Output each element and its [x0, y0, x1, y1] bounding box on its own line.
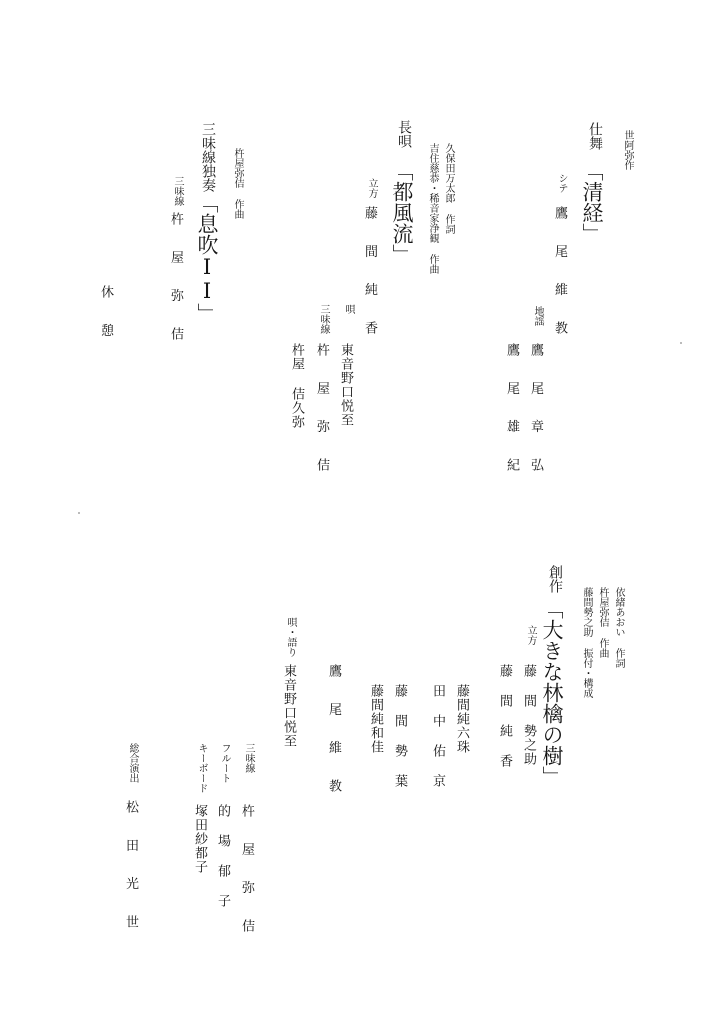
ibuki-composer: 杵屋弥佶 作曲	[232, 148, 243, 219]
miyako-shamisen-name-1: 杵 屋 弥 佶	[314, 343, 329, 477]
ringo-uta-name: 東音野口悦至	[281, 664, 296, 749]
ringo-keyboard-role: キーボード	[196, 743, 207, 793]
ibuki-title: 「息吹II」	[195, 192, 219, 324]
miyako-category: 長唄	[396, 120, 412, 148]
miyako-uta-name: 東音野口悦至	[338, 343, 353, 428]
seigen-shite-role: シテ	[556, 173, 567, 193]
ringo-dancer-1: 藤 間 勢之助	[521, 664, 536, 767]
ringo-dancer-5: 藤 間 勢 葉	[392, 684, 407, 789]
ringo-dancer-6: 藤間純和佳	[368, 684, 383, 755]
ringo-dancer-7: 鷹 尾 維 教	[326, 664, 341, 798]
miyako-tachikata-name: 藤 間 純 香	[362, 206, 377, 340]
director-role: 総合演出	[127, 743, 138, 783]
scan-speck	[78, 512, 80, 514]
ringo-dancer-2: 藤 間 純 香	[497, 664, 512, 769]
miyako-lyricist: 久保田万太郎 作詞	[443, 143, 454, 234]
ringo-flute-name: 的 場 郁 子	[215, 804, 230, 909]
miyako-shamisen-name-2: 杵屋 佶久弥	[289, 343, 304, 430]
ibuki-category: 三味線独奏	[200, 122, 216, 192]
miyako-uta-role: 唄	[343, 304, 354, 314]
intermission: 休 憩	[98, 285, 113, 342]
ringo-category: 創作	[547, 565, 563, 593]
ringo-composer: 杵屋弥佶 作曲	[597, 587, 608, 658]
miyako-composer: 吉住慈恭・稀音家浄観 作曲	[427, 143, 438, 274]
seigen-category: 仕舞	[587, 122, 603, 150]
director-name: 松 田 光 世	[123, 800, 138, 934]
miyako-tachikata-role: 立方	[366, 178, 377, 198]
ringo-keyboard-name: 塚田紗都子	[192, 804, 207, 875]
ringo-lyricist: 依緒あおい 作詞	[613, 587, 624, 668]
ringo-dancer-4: 田 中 佑 京	[430, 684, 445, 789]
seigen-author: 世阿弥作	[622, 130, 633, 170]
miyako-shamisen-role: 三味線	[318, 304, 329, 334]
seigen-jiutai-1: 鷹 尾 章 弘	[528, 343, 543, 477]
ringo-choreography: 藤間勢之助 振付・構成	[581, 587, 592, 698]
ringo-shamisen-role: 三味線	[243, 743, 254, 773]
seigen-jiutai-2: 鷹 尾 雄 紀	[504, 343, 519, 477]
seigen-title: 「清経」	[580, 160, 604, 244]
ibuki-shamisen-name: 杵 屋 弥 佶	[168, 212, 183, 346]
ringo-tachikata-role: 立方	[525, 625, 536, 645]
seigen-jiutai-label: 地謡	[532, 306, 543, 326]
ringo-uta-role: 唄・語り	[285, 617, 296, 657]
ringo-flute-role: フルート	[219, 743, 230, 783]
seigen-shite-name: 鷹 尾 維 教	[552, 206, 567, 340]
ringo-shamisen-name: 杵 屋 弥 佶	[239, 804, 254, 938]
scan-speck	[680, 342, 682, 344]
ringo-title: 「大きな林檎の樹」	[540, 598, 564, 787]
ringo-dancer-3: 藤間純六珠	[454, 684, 469, 755]
miyako-title: 「都風流」	[390, 160, 414, 265]
ibuki-shamisen-role: 三味線	[172, 176, 183, 206]
